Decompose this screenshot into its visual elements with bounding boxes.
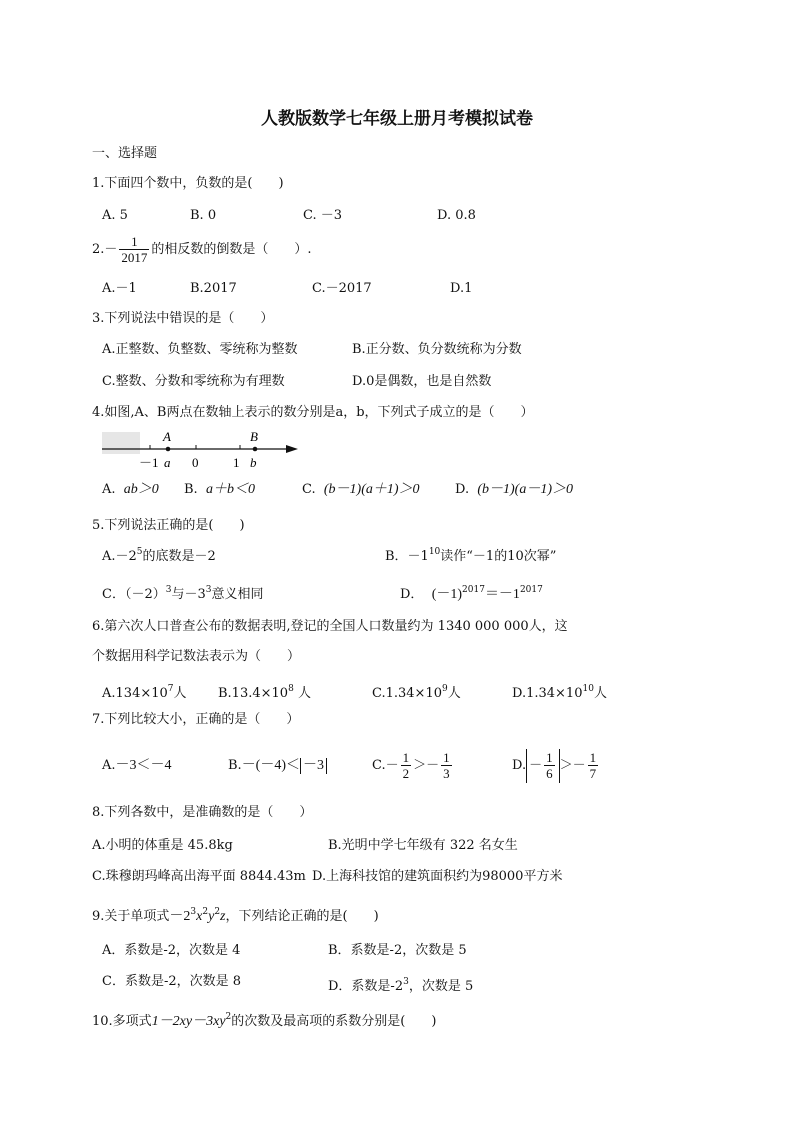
q7-stem: 7.下列比较大小，正确的是（ ） — [92, 712, 300, 727]
q9-d-sup: 3 — [403, 977, 409, 987]
q5-d-eq: ＝－1 — [484, 587, 520, 602]
q8-stem: 8.下列各数中，是准确数的是（ ） — [92, 805, 313, 820]
q7-d-den2: 7 — [589, 766, 597, 781]
q7-d-label: D. — [512, 758, 527, 773]
q5-a-sup: 5 — [136, 547, 143, 557]
q9-var-z: z — [220, 909, 226, 924]
q9-option-c: C．系数是-2，次数是 8 — [102, 974, 242, 989]
q2-frac-num: 1 — [119, 234, 149, 250]
q2-option-c: C.－2017 — [312, 281, 372, 296]
q9-option-a: A．系数是-2，次数是 4 — [102, 943, 241, 958]
q7-a-label: A. — [102, 758, 116, 773]
q10-pre: 10.多项式 — [92, 1014, 152, 1029]
q9-var-x: x — [196, 909, 203, 924]
q5-d-label: D． — [400, 587, 424, 602]
q4-option-b — [184, 481, 255, 499]
q5-b-pre: B．－1 — [385, 549, 429, 564]
number-line-figure — [100, 426, 304, 474]
q9-coef: －2 — [169, 909, 191, 924]
q5-a-pre: A.－2 — [102, 549, 137, 564]
q7-b-left: －(－4)＜ — [241, 758, 301, 773]
q1-option-b: B. 0 — [190, 208, 217, 223]
q7-d-frac2 — [588, 750, 599, 781]
q4-b-label: B. — [184, 482, 198, 497]
q6-a-post: 人 — [173, 686, 187, 701]
q5-d-sup2: 2017 — [519, 585, 543, 595]
q6-option-c — [372, 680, 461, 703]
q5-option-d — [400, 581, 543, 604]
q3-option-d: D.0是偶数，也是自然数 — [352, 374, 492, 389]
q7-option-b — [228, 748, 327, 784]
q2-frac-den: 2017 — [121, 250, 148, 265]
q7-option-d — [512, 748, 600, 784]
point-b — [253, 447, 258, 452]
q7-c-num1: 1 — [402, 750, 410, 765]
q6-c-pre: C.1.34×10 — [372, 686, 442, 701]
q4-option-c — [302, 481, 420, 499]
q9-pre: 9.关于单项式 — [92, 909, 170, 924]
q4-option-d — [455, 481, 573, 499]
q5-b-sup: 10 — [428, 547, 441, 557]
label-one: 1 — [233, 455, 240, 470]
q5-d-sup1: 2017 — [462, 585, 485, 595]
figure-smudge — [102, 432, 140, 454]
q7-c-den1: 2 — [402, 766, 410, 781]
q7-option-c — [372, 748, 454, 784]
q7-a-expr: －3＜－4 — [115, 758, 172, 773]
q7-d-num1: 1 — [546, 749, 553, 765]
q2-option-d: D.1 — [450, 281, 473, 296]
q7-d-den1: 6 — [546, 765, 553, 781]
q9-coef-sup: 3 — [190, 907, 197, 917]
label-zero: 0 — [192, 455, 199, 470]
q7-c-frac1 — [401, 750, 412, 781]
q8-option-d: D.上海科技馆的建筑面积约为98000平方米 — [312, 869, 563, 884]
q9-d-pre: D．系数是-2 — [328, 979, 404, 994]
q10-poly: 1－2xy－3xy — [151, 1014, 226, 1029]
q4-option-a — [102, 481, 159, 499]
q6-option-d — [512, 680, 607, 703]
label-b: b — [250, 455, 257, 470]
q4-d-expr: (b－1)(a－1)＞0 — [477, 482, 574, 497]
q9-post: ，下列结论正确的是( ) — [225, 909, 379, 924]
q7-option-a — [102, 748, 172, 784]
q7-d-num2: 1 — [589, 750, 597, 765]
q6-d-sup: 10 — [582, 684, 594, 694]
q5-c-pre: C．（－2） — [102, 587, 166, 602]
q4-stem: 4.如图,A、B两点在数轴上表示的数分别是a，b，下列式子成立的是（ ） — [92, 405, 534, 420]
q5-c-sup1: 3 — [165, 585, 172, 595]
q7-c-mid: ＞－ — [413, 758, 440, 773]
q10-post: 的次数及最高项的系数分别是( ) — [231, 1014, 437, 1029]
q7-d-abs — [526, 749, 560, 783]
q2-stem — [92, 232, 312, 268]
q6-b-post: 人 — [293, 686, 311, 701]
q4-c-expr: (b－1)(a＋1)＞0 — [323, 482, 420, 497]
q1-option-c: C. －3 — [303, 208, 343, 223]
q2-option-a: A.－1 — [102, 281, 137, 296]
q3-option-c: C.整数、分数和零统称为有理数 — [102, 374, 285, 389]
q5-d-left: (－1) — [431, 587, 463, 602]
q2-fraction — [119, 234, 149, 265]
q5-b-post: 读作“－1的10次幂” — [440, 549, 557, 564]
q7-c-label: C.－ — [372, 758, 399, 773]
page-title: 人教版数学七年级上册月考模拟试卷 — [261, 109, 533, 129]
q6-d-post: 人 — [593, 686, 607, 701]
q6-a-pre: A.134×10 — [102, 686, 168, 701]
q10-stem — [92, 1008, 436, 1031]
q1-option-a: A. 5 — [102, 208, 128, 223]
q6-stem-line1: 6.第六次人口普查公布的数据表明,登记的全国人口数量约为 1340 000 000人，这 — [92, 619, 568, 634]
q3-option-b: B.正分数、负分数统称为分数 — [352, 342, 522, 357]
q6-b-pre: B.13.4×10 — [218, 686, 289, 701]
q7-c-num2: 1 — [443, 750, 450, 765]
q6-a-sup: 7 — [167, 684, 174, 694]
q6-stem-line2: 个数据用科学记数法表示为（ ） — [92, 649, 301, 664]
q5-c-sup2: 3 — [205, 585, 212, 595]
q10-sup: 2 — [225, 1012, 232, 1022]
q9-y-sup: 2 — [214, 907, 221, 917]
q7-c-den2: 3 — [443, 766, 450, 781]
q5-option-c — [102, 581, 263, 604]
q6-c-sup: 9 — [442, 684, 448, 694]
q6-c-post: 人 — [447, 686, 461, 701]
q4-a-label: A. — [102, 482, 116, 497]
q8-option-b: B.光明中学七年级有 322 名女生 — [328, 838, 518, 853]
q2-number: 2.－ — [92, 242, 118, 257]
q9-stem — [92, 903, 379, 926]
point-a — [166, 447, 171, 452]
q6-option-b — [218, 680, 311, 703]
q3-stem: 3.下列说法中错误的是（ ） — [92, 311, 274, 326]
q7-c-frac2 — [441, 750, 452, 781]
q3-option-a: A.正整数、负整数、零统称为整数 — [102, 342, 298, 357]
q7-d-frac1 — [544, 750, 555, 781]
q5-c-post: 意义相同 — [211, 587, 264, 602]
q7-b-abs: －3 — [300, 758, 327, 774]
q5-a-post: 的底数是－2 — [142, 549, 216, 564]
q5-stem: 5.下列说法正确的是( ) — [92, 518, 245, 533]
q4-a-expr: ab＞0 — [123, 482, 159, 497]
q7-b-label: B. — [228, 758, 242, 773]
q7-d-abs-sign: － — [529, 757, 543, 773]
q4-d-label: D. — [455, 482, 470, 497]
q1-option-d: D. 0.8 — [437, 208, 476, 223]
label-point-b: B — [250, 429, 258, 444]
label-point-a: A — [163, 429, 171, 444]
q5-option-b — [385, 543, 556, 566]
label-minus-one: －1 — [139, 455, 159, 470]
q9-option-d — [328, 973, 473, 996]
q1-stem: 1.下面四个数中，负数的是( ) — [92, 176, 284, 191]
q5-c-mid: 与－3 — [171, 587, 206, 602]
q9-d-post: ，次数是 5 — [408, 979, 474, 994]
q8-option-c: C.珠穆朗玛峰高出海平面 8844.43m — [92, 869, 306, 884]
q9-var-y: y — [208, 909, 215, 924]
q6-option-a — [102, 680, 187, 703]
axis-arrow — [286, 445, 298, 453]
q5-option-a — [102, 543, 216, 566]
q2-option-b: B.2017 — [190, 281, 237, 296]
label-a: a — [164, 455, 171, 470]
q6-b-sup: 8 — [288, 684, 294, 694]
q6-d-pre: D.1.34×10 — [512, 686, 583, 701]
q4-c-label: C. — [302, 482, 316, 497]
q7-d-mid: ＞－ — [559, 758, 586, 773]
q8-option-a: A.小明的体重是 45.8kg — [92, 838, 233, 853]
q4-b-expr: a＋b＜0 — [205, 482, 255, 497]
q9-x-sup: 2 — [202, 907, 209, 917]
q9-option-b: B．系数是-2，次数是 5 — [328, 943, 467, 958]
q2-rest: 的相反数的倒数是（ ）. — [151, 242, 312, 257]
section-heading: 一、选择题 — [92, 146, 158, 161]
